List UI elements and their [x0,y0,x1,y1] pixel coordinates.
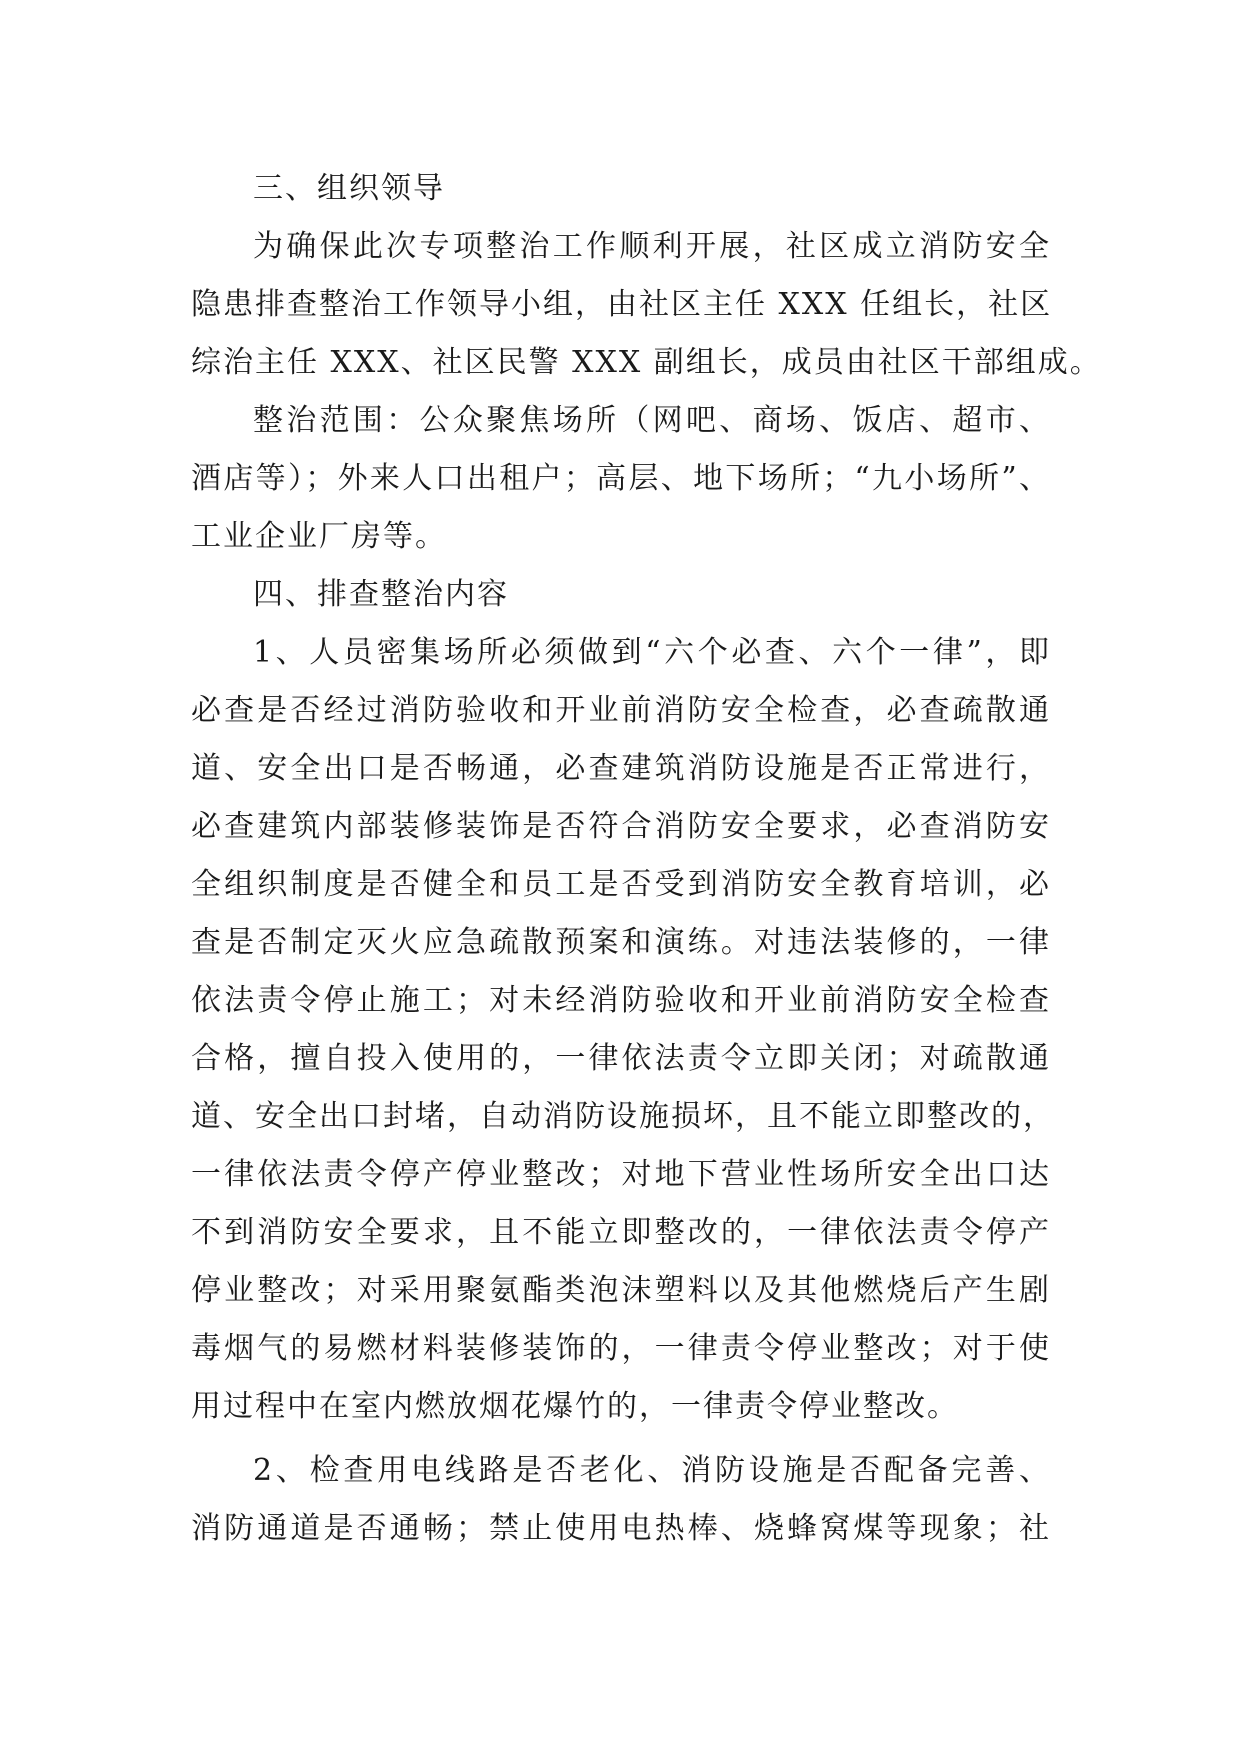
paragraph-line: 查是否制定灭火应急疏散预案和演练。对违法装修的，一律 [191,925,1051,960]
paragraph-line: 停业整改；对采用聚氨酯类泡沫塑料以及其他燃烧后产生剧 [191,1273,1051,1308]
paragraph-line: 消防通道是否通畅；禁止使用电热棒、烧蜂窝煤等现象；社 [191,1511,1051,1546]
paragraph-line: 整治范围：公众聚焦场所（网吧、商场、饭店、超市、 [253,403,1051,438]
paragraph-line: 道、安全出口是否畅通，必查建筑消防设施是否正常进行， [191,751,1051,786]
paragraph-line: 为确保此次专项整治工作顺利开展，社区成立消防安全 [253,229,1051,264]
paragraph-line: 一律依法责令停产停业整改；对地下营业性场所安全出口达 [191,1157,1051,1192]
paragraph-line: 2、检查用电线路是否老化、消防设施是否配备完善、 [253,1453,1051,1488]
paragraph-line: 综治主任 XXX、社区民警 XXX 副组长，成员由社区干部组成。 [191,345,1102,380]
section-heading-organization: 三、组织领导 [253,171,445,206]
paragraph-line: 隐患排查整治工作领导小组，由社区主任 XXX 任组长，社区 [191,287,1053,322]
paragraph-line: 道、安全出口封堵，自动消防设施损坏，且不能立即整改的， [191,1099,1055,1134]
paragraph-line: 酒店等）；外来人口出租户；高层、地下场所；“九小场所”、 [191,461,1051,496]
paragraph-line: 不到消防安全要求，且不能立即整改的，一律依法责令停产 [191,1215,1051,1250]
paragraph-line: 依法责令停止施工；对未经消防验收和开业前消防安全检查 [191,983,1051,1018]
paragraph-line: 合格，擅自投入使用的，一律依法责令立即关闭；对疏散通 [191,1041,1051,1076]
paragraph-line: 全组织制度是否健全和员工是否受到消防安全教育培训，必 [191,867,1051,902]
paragraph-line: 用过程中在室内燃放烟花爆竹的，一律责令停业整改。 [191,1389,959,1424]
document-body [191,160,1102,1558]
paragraph-line: 毒烟气的易燃材料装修装饰的，一律责令停业整改；对于使 [191,1331,1051,1366]
paragraph-line: 必查建筑内部装修装饰是否符合消防安全要求，必查消防安 [191,809,1051,844]
paragraph-line: 必查是否经过消防验收和开业前消防安全检查，必查疏散通 [191,693,1051,728]
paragraph-line: 1、人员密集场所必须做到“六个必查、六个一律”，即 [253,635,1051,670]
paragraph-line: 工业企业厂房等。 [191,519,447,554]
section-heading-inspection: 四、排查整治内容 [253,577,509,612]
